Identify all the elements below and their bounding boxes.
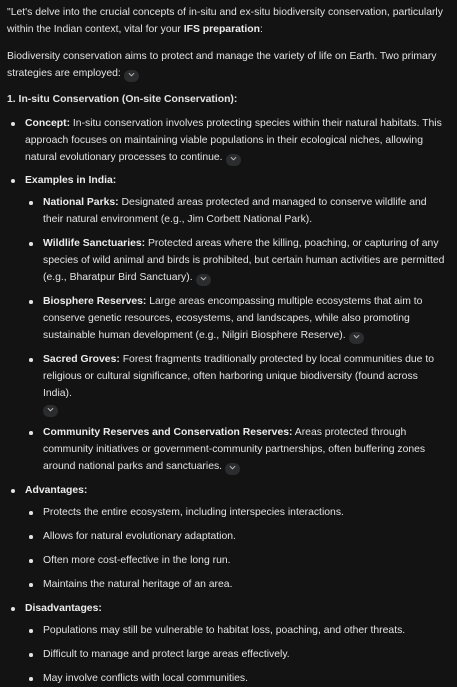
list-item: Often more cost-effective in the long run.	[25, 552, 449, 569]
example-text: Areas protected through community initiatives or government-community partnerships, often buffering zones around national parks and sanctuaries.	[43, 427, 426, 472]
list-item-examples	[7, 172, 449, 475]
example-label: National Parks:	[43, 197, 119, 208]
disadvantages-list	[25, 622, 449, 687]
list-item: Protects the entire ecosystem, including interspecies interactions.	[25, 504, 449, 521]
list-item: Maintains the natural heritage of an area.	[25, 576, 449, 593]
chevron-down-icon[interactable]	[196, 274, 211, 286]
chevron-down-icon[interactable]	[225, 463, 240, 475]
example-label: Wildlife Sanctuaries:	[43, 238, 146, 249]
concept-label: Concept:	[25, 118, 71, 129]
list-item	[25, 424, 449, 475]
list-item-disadvantages	[7, 600, 449, 687]
section-heading: 1. In-situ Conservation (On-site Conservation):	[7, 94, 238, 105]
examples-list	[25, 194, 449, 475]
list-item-advantages	[7, 482, 449, 593]
example-label: Biosphere Reserves:	[43, 296, 147, 307]
concept-text: In-situ conservation involves protecting species within their natural habitats. This approach focuses on maintaining viable populations in their ecological niches, allowing natural evolutionary processes to continue.	[25, 118, 442, 163]
example-label: Community Reserves and Conservation Reserves:	[43, 427, 293, 438]
intro-bold: IFS preparation	[183, 24, 260, 35]
chevron-down-icon[interactable]	[43, 405, 58, 417]
examples-label: Examples in India:	[25, 175, 117, 186]
example-text: Large areas encompassing multiple ecosystems that aim to conserve genetic resources, ecosystems, and landscapes, while also promoting sustainable human development (e.g., Nilgiri Biosphere Reserve).	[43, 296, 423, 341]
list-item	[25, 235, 449, 286]
strategies-text: Biodiversity conservation aims to protect and manage the variety of life on Earth. Two primary strategies are employed:	[7, 51, 437, 79]
chevron-down-icon[interactable]	[349, 332, 364, 344]
list-item: Difficult to manage and protect large areas effectively.	[25, 646, 449, 663]
chevron-down-icon[interactable]	[124, 70, 139, 82]
disadvantages-label: Disadvantages:	[25, 603, 102, 614]
intro-text: "Let's delve into the crucial concepts of in-situ and ex-situ biodiversity conservation, particularly within the Indian context, vital for your	[7, 7, 443, 35]
chevron-down-icon[interactable]	[226, 154, 241, 166]
list-item: Allows for natural evolutionary adaptation.	[25, 528, 449, 545]
list-item	[25, 194, 449, 228]
list-item: Populations may still be vulnerable to habitat loss, poaching, and other threats.	[25, 622, 449, 639]
example-text: Forest fragments traditionally protected by local communities due to religious or cultural significance, often harboring unique biodiversity (found across India).	[43, 354, 435, 399]
intro-paragraph	[7, 4, 449, 38]
list-item: May involve conflicts with local communities.	[25, 670, 449, 687]
list-item	[25, 351, 449, 417]
list-item-concept	[7, 115, 449, 166]
example-text: Designated areas protected and managed to conserve wildlife and their natural environment (e.g., Jim Corbett National Park).	[43, 197, 427, 225]
intro-colon: :	[259, 24, 263, 35]
advantages-label: Advantages:	[25, 485, 88, 496]
strategies-paragraph	[7, 48, 449, 82]
list-item	[25, 293, 449, 344]
advantages-list	[25, 504, 449, 593]
example-label: Sacred Groves:	[43, 354, 120, 365]
example-text: Protected areas where the killing, poaching, or capturing of any species of wild animal and birds is prohibited, but certain human activities are permitted (e.g., Bharatpur Bird Sanctuary).	[43, 238, 445, 283]
main-list	[7, 115, 449, 687]
